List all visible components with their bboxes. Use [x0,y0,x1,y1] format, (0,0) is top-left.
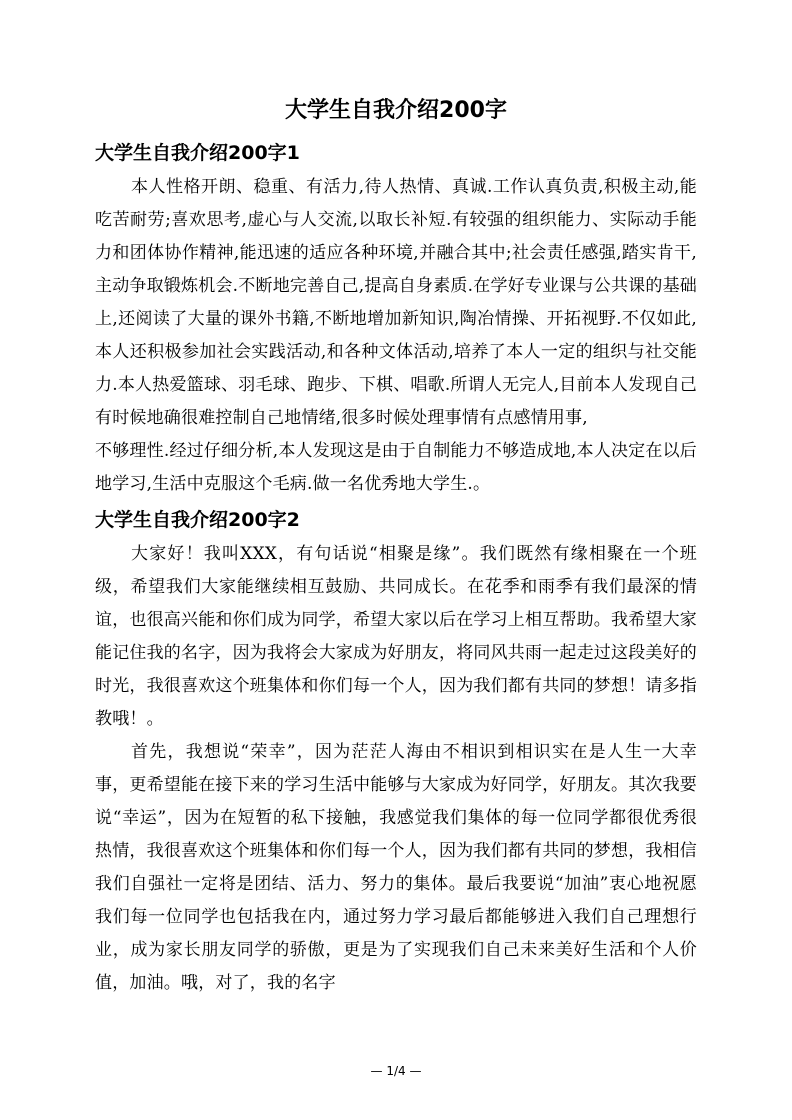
paragraph: 首先，我想说“荣幸”，因为茫茫人海由不相识到相识实在是人生一大幸事，更希望能在接下来的学习生活中能够与大家成为好同学，好朋友。其次我要说“幸运”，因为在短暂的私下接触，我感觉我们集体的每一位同学都很优秀很热情，我很喜欢这个班集体和你们每一个人，因为我们都有共同的梦想，我相信我们自强社一定将是团结、活力、努力的集体。最后我要说“加油”衷心地祝愿我们每一位同学也包括我在内，通过努力学习最后都能够进入我们自己理想行业，成为家长朋友同学的骄傲，更是为了实现我们自己未来美好生活和个人价值，加油。哦，对了，我的名字 [95,742,697,993]
document-body [95,138,697,1000]
section-2 [95,505,697,1000]
page-number: — 1/4 — [370,1064,422,1078]
paragraph: 大家好！我叫XXX，有句话说“相聚是缘”。我们既然有缘相聚在一个班级，希望我们大家能继续相互鼓励、共同成长。在花季和雨季有我们最深的情谊，也很高兴能和你们成为同学，希望大家以后在学习上相互帮助。我希望大家能记住我的名字，因为我将会大家成为好朋友，将同风共雨一起走过这段美好的时光，我很喜欢这个班集体和你们每一个人，因为我们都有共同的梦想！请多指教哦！。 [95,544,697,729]
section-heading: 大学生自我介绍200字1 [95,142,300,164]
paragraph: 本人性格开朗、稳重、有活力,待人热情、真诚.工作认真负责,积极主动,能吃苦耐劳;喜欢思考,虚心与人交流,以取长补短.有较强的组织能力、实际动手能力和团体协作精神,能迅速的适应各种环境,并融合其中;社会责任感强,踏实肯干,主动争取锻炼机会.不断地完善自己,提高自身素质.在学好专业课与公共课的基础上,还阅读了大量的课外书籍,不断地增加新知识,陶冶情操、开拓视野.不仅如此,本人还积极参加社会实践活动,和各种文体活动,培养了本人一定的组织与社交能力.本人热爱篮球、羽毛球、跑步、下棋、唱歌.所谓人无完人,目前本人发现自己有时候地确很难控制自己地情绪,很多时候处理事情有点感情用事, [95,177,697,428]
paragraph: 不够理性.经过仔细分析,本人发现这是由于自制能力不够造成地,本人决定在以后地学习,生活中克服这个毛病.做一名优秀地大学生.。 [95,441,697,494]
document-title: 大学生自我介绍200字 [285,98,507,123]
section-heading: 大学生自我介绍200字2 [95,509,300,531]
section-1 [95,138,697,501]
